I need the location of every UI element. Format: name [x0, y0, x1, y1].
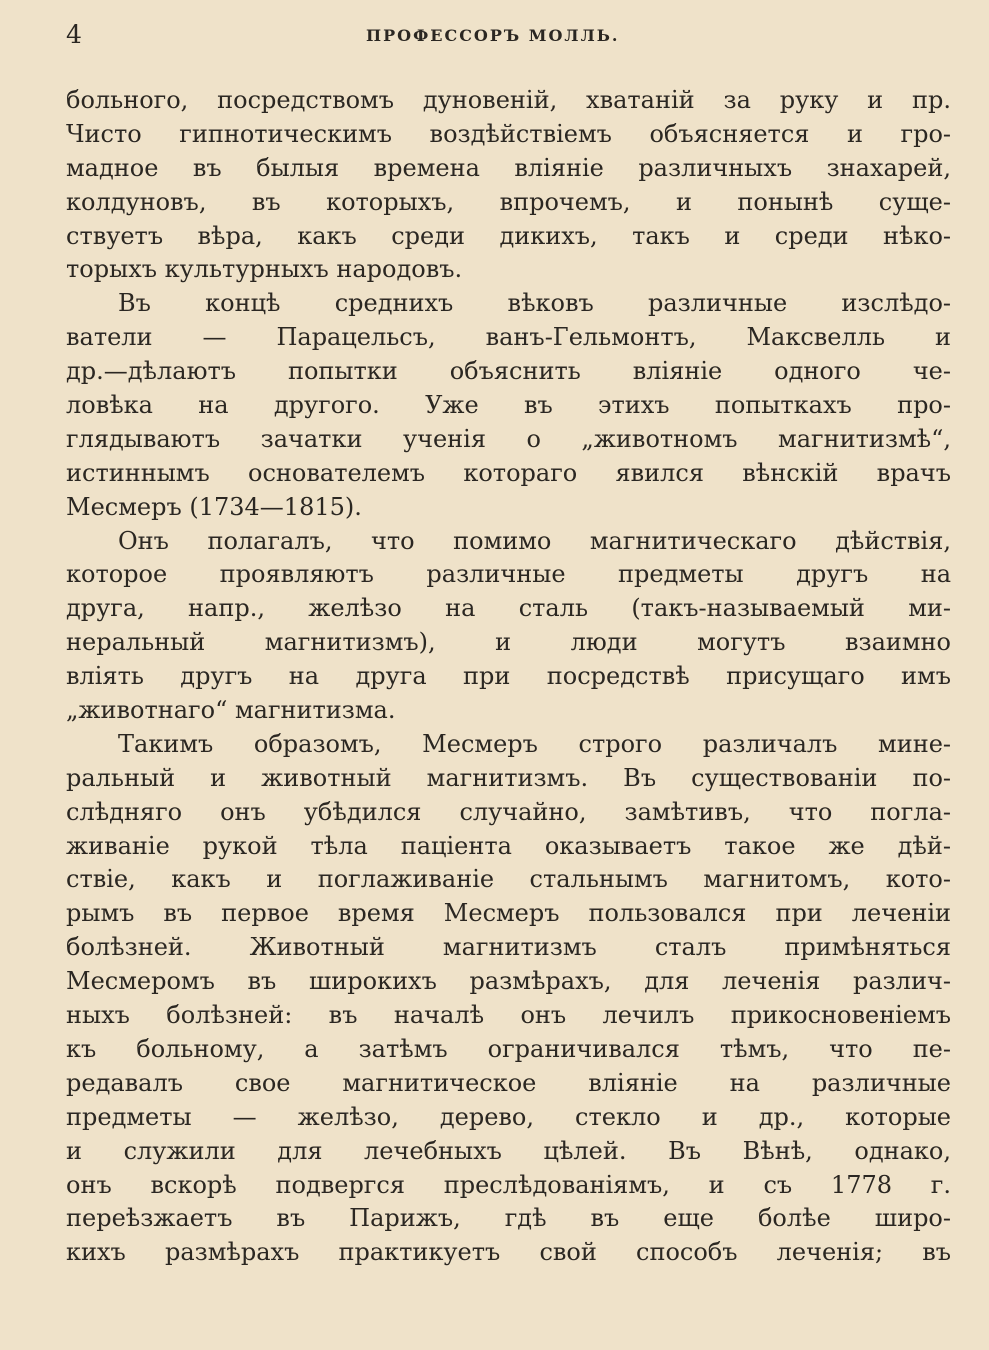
- text-line: Такимъ образомъ, Месмеръ строго различалъ мине-: [118, 729, 951, 758]
- text-line: торыхъ культурныхъ народовъ.: [66, 255, 463, 284]
- text-line: онъ вскорѣ подвергся преслѣдованіямъ, и съ 1778 г.: [66, 1170, 951, 1199]
- text-line: друга, напр., желѣзо на сталь (такъ-называемый ми-: [66, 594, 951, 623]
- text-line: истиннымъ основателемъ котораго явился вѣнскій врачъ: [66, 458, 951, 487]
- running-head: ПРОФЕССОРЪ МОЛЛЬ.: [366, 26, 620, 45]
- text-line: ствіе, какъ и поглаживаніе стальнымъ магнитомъ, кото-: [66, 865, 951, 894]
- text-line: глядываютъ зачатки ученія о „животномъ магнитизмѣ“,: [66, 424, 951, 453]
- page-number: 4: [66, 20, 82, 49]
- text-line: переѣзжаетъ въ Парижъ, гдѣ въ еще болѣе широ-: [66, 1204, 951, 1233]
- text-line: Онъ полагалъ, что помимо магнитическаго дѣйствія,: [118, 526, 951, 555]
- text-line: Месмеръ (1734—1815).: [66, 492, 362, 521]
- text-line: рымъ въ первое время Месмеръ пользовался при леченіи: [66, 899, 951, 928]
- text-line: кихъ размѣрахъ практикуетъ свой способъ леченія; въ: [66, 1238, 951, 1267]
- text-line: больного, посредствомъ дуновеній, хватаній за руку и пр.: [66, 86, 951, 114]
- page-header: [66, 20, 951, 54]
- text-line: живаніе рукой тѣла паціента оказываетъ такое же дѣй-: [66, 831, 951, 860]
- text-line: и служили для лечебныхъ цѣлей. Въ Вѣнѣ, однако,: [66, 1136, 951, 1165]
- text-line: колдуновъ, въ которыхъ, впрочемъ, и понынѣ суще-: [66, 187, 951, 216]
- text-line: Чисто гипнотическимъ воздѣйствіемъ объясняется и гро-: [66, 119, 951, 148]
- text-line: предметы — желѣзо, дерево, стекло и др., которые: [66, 1102, 951, 1131]
- body-text: [66, 84, 951, 1270]
- text-line: которое проявляютъ различные предметы другъ на: [66, 560, 951, 589]
- text-line: ловѣка на другого. Уже въ этихъ попыткахъ про-: [66, 391, 951, 420]
- text-line: болѣзней. Животный магнитизмъ сталъ примѣняться: [66, 933, 951, 962]
- text-line: слѣдняго онъ убѣдился случайно, замѣтивъ, что погла-: [66, 797, 951, 826]
- text-line: ныхъ болѣзней: въ началѣ онъ лечилъ прикосновеніемъ: [66, 1001, 951, 1030]
- text-line: Месмеромъ въ широкихъ размѣрахъ, для леченія различ-: [66, 967, 951, 996]
- text-line: ральный и животный магнитизмъ. Въ существованіи по-: [66, 763, 951, 792]
- text-line: неральный магнитизмъ), и люди могутъ взаимно: [66, 628, 951, 657]
- paragraph: [66, 287, 951, 524]
- text-line: „животнаго“ магнитизма.: [66, 696, 396, 725]
- text-line: вліять другъ на друга при посредствѣ присущаго имъ: [66, 662, 951, 691]
- text-line: ватели — Парацельсъ, ванъ-Гельмонтъ, Максвелль и: [66, 323, 951, 352]
- text-line: Въ концѣ среднихъ вѣковъ различные изслѣдо-: [118, 289, 951, 318]
- text-line: редавалъ свое магнитическое вліяніе на различные: [66, 1068, 951, 1097]
- text-line: мадное въ былыя времена вліяніе различныхъ знахарей,: [66, 153, 951, 182]
- paragraph: [66, 728, 951, 1270]
- paragraph: [66, 525, 951, 728]
- text-line: ствуетъ вѣра, какъ среди дикихъ, такъ и среди нѣко-: [66, 221, 951, 250]
- text-line: къ больному, а затѣмъ ограничивался тѣмъ, что пе-: [66, 1034, 951, 1063]
- paragraph: [66, 84, 951, 287]
- text-line: др.—дѣлаютъ попытки объяснить вліяніе одного че-: [66, 357, 951, 386]
